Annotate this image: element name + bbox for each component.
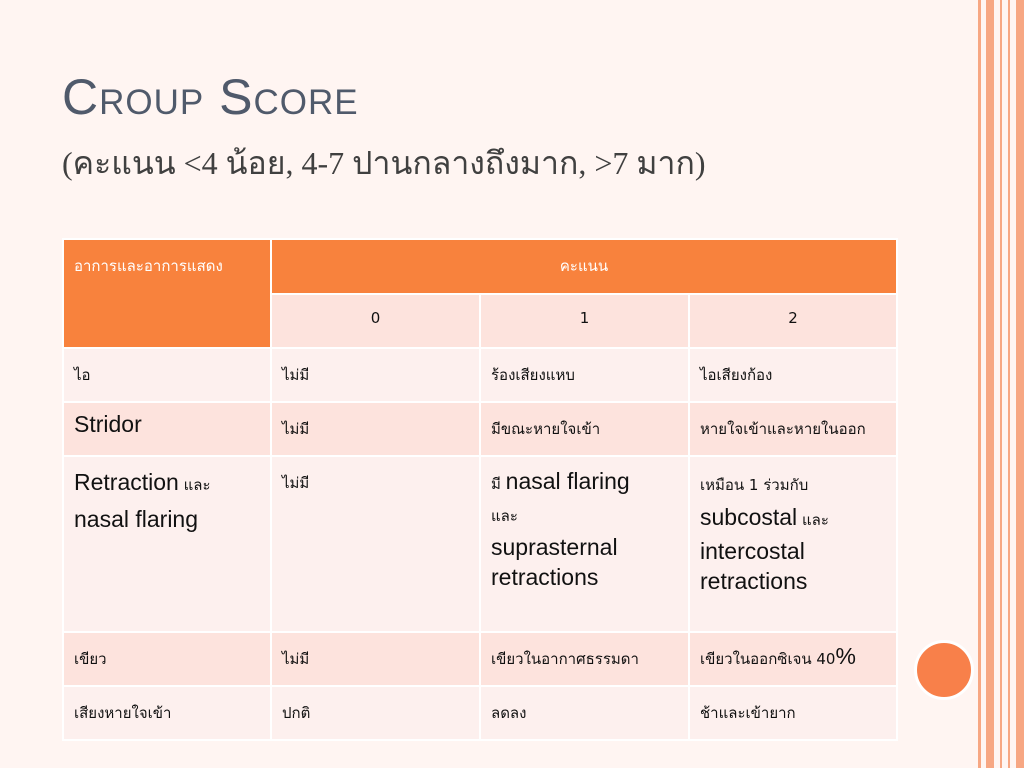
cell-score-0: ไม่มี [271,402,480,456]
decorative-stripe [986,0,994,768]
slide-subtitle: (คะแนน <4 น้อย, 4-7 ปานกลางถึงมาก, >7 มาก) [62,145,706,181]
symptom-text: nasal flaring [74,506,199,532]
symptom-text: Retraction [74,469,179,495]
table-header-row [63,239,897,294]
table-row [63,686,897,740]
symptom-stridor [63,402,271,456]
decorative-stripe [1008,0,1010,768]
cell-score-1: เขียวในอากาศธรรมดา [480,632,689,686]
cell-score-2 [689,456,897,632]
cell-score-2: หายใจเข้าและหายในออก [689,402,897,456]
cell-score-0: ปกติ [271,686,480,740]
decorative-stripe [1000,0,1002,768]
decorative-stripe [978,0,981,768]
cell-score-1: ร้องเสียงแหบ [480,348,689,402]
cell-text: nasal flaring [505,468,630,494]
cell-text: suprasternal retractions [491,534,618,590]
header-symptom: อาการและอาการแสดง [63,239,271,348]
header-score: คะแนน [271,239,897,294]
cell-score-0: ไม่มี [271,348,480,402]
table-row [63,348,897,402]
cell-text: intercostal retractions [700,538,808,594]
table-row [63,402,897,456]
cell-score-0: ไม่มี [271,632,480,686]
cell-score-1: ลดลง [480,686,689,740]
cell-score-1: มีขณะหายใจเข้า [480,402,689,456]
cell-text: เหมือน 1 ร่วมกับ [700,476,809,494]
cell-score-1 [480,456,689,632]
cell-score-2: ช้าและเข้ายาก [689,686,897,740]
cell-score-2: ไอเสียงก้อง [689,348,897,402]
cell-text: เขียวในออกซิเจน 40 [700,650,836,668]
cell-text: และ [801,511,829,529]
score-level-2: 2 [689,294,897,348]
symptom-breath-sound: เสียงหายใจเข้า [63,686,271,740]
slide-title: Croup Score [62,69,359,125]
score-level-0: 0 [271,294,480,348]
decorative-circle-icon [914,640,974,700]
croup-score-table [62,238,898,741]
decorative-stripe [1016,0,1024,768]
cell-text: มี [491,475,501,493]
cell-score-2 [689,632,897,686]
score-level-1: 1 [480,294,689,348]
cell-text: subcostal [700,504,798,530]
symptom-text: Stridor [74,411,142,437]
table-row [63,632,897,686]
table-row [63,456,897,632]
symptom-text: และ [183,476,211,494]
cell-text: % [835,643,856,669]
cell-text: และ [491,507,518,525]
symptom-cough: ไอ [63,348,271,402]
symptom-cyanosis: เขียว [63,632,271,686]
symptom-retraction [63,456,271,632]
cell-score-0: ไม่มี [271,456,480,632]
